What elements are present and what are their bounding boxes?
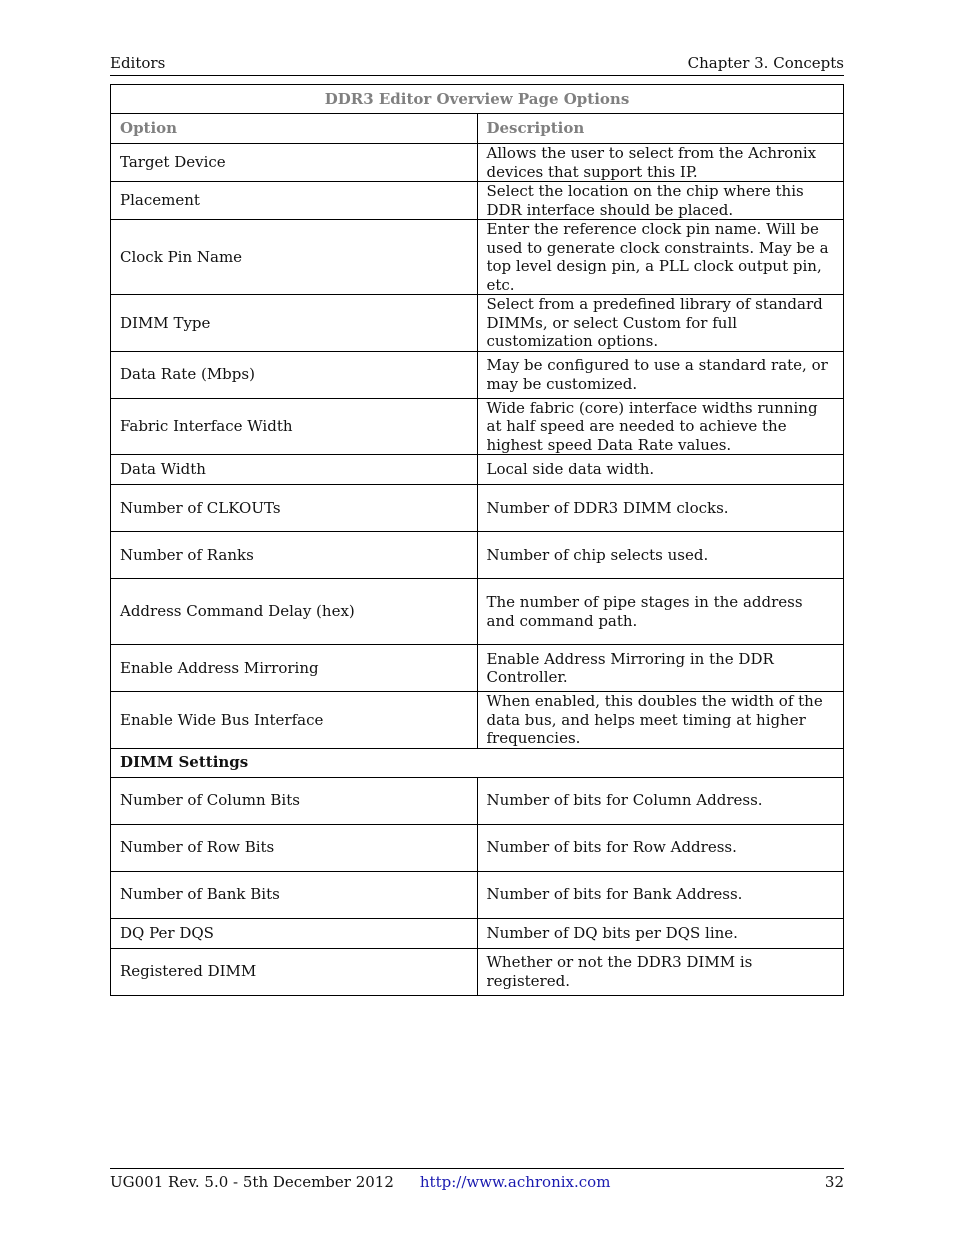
options-table-body: [111, 85, 844, 996]
table-row: [111, 398, 844, 455]
option-cell: Clock Pin Name: [111, 220, 478, 295]
table-row: [111, 692, 844, 749]
table-row: [111, 182, 844, 220]
website-link[interactable]: http://www.achronix.com: [419, 1173, 611, 1191]
description-cell: Whether or not the DDR3 DIMM is registered.: [477, 948, 844, 995]
table-row: [111, 824, 844, 871]
description-cell: When enabled, this doubles the width of the data bus, and helps meet timing at higher frequencies.: [477, 692, 844, 749]
option-cell: Placement: [111, 182, 478, 220]
table-row: [111, 532, 844, 579]
option-cell: Enable Address Mirroring: [111, 645, 478, 692]
table-row: [111, 645, 844, 692]
option-cell: DQ Per DQS: [111, 918, 478, 948]
option-cell: Target Device: [111, 144, 478, 182]
option-cell: Number of Bank Bits: [111, 871, 478, 918]
option-cell: Number of CLKOUTs: [111, 485, 478, 532]
description-cell: May be configured to use a standard rate, or may be customized.: [477, 351, 844, 398]
column-header-description: Description: [477, 114, 844, 144]
description-cell: Local side data width.: [477, 455, 844, 485]
description-cell: Enable Address Mirroring in the DDR Controller.: [477, 645, 844, 692]
table-row: [111, 351, 844, 398]
table-header-row: [111, 114, 844, 144]
table-row: [111, 144, 844, 182]
option-cell: Data Rate (Mbps): [111, 351, 478, 398]
option-cell: DIMM Type: [111, 295, 478, 352]
option-cell: Enable Wide Bus Interface: [111, 692, 478, 749]
description-cell: Select the location on the chip where this DDR interface should be placed.: [477, 182, 844, 220]
table-caption-row: [111, 85, 844, 114]
option-cell: Number of Row Bits: [111, 824, 478, 871]
document-revision: UG001 Rev. 5.0 - 5th December 2012: [110, 1173, 394, 1191]
description-cell: Number of chip selects used.: [477, 532, 844, 579]
description-cell: Number of DQ bits per DQS line.: [477, 918, 844, 948]
footer-rule: [110, 1168, 844, 1169]
description-cell: Number of bits for Column Address.: [477, 777, 844, 824]
description-cell: Select from a predefined library of standard DIMMs, or select Custom for full customization options.: [477, 295, 844, 352]
header-section-title: Editors: [110, 54, 166, 72]
column-header-option: Option: [111, 114, 478, 144]
description-cell: Wide fabric (core) interface widths running at half speed are needed to achieve the highest speed Data Rate values.: [477, 398, 844, 455]
table-row: [111, 777, 844, 824]
option-cell: Data Width: [111, 455, 478, 485]
table-row: [111, 948, 844, 995]
section-row: [111, 748, 844, 777]
description-cell: Number of bits for Row Address.: [477, 824, 844, 871]
description-cell: The number of pipe stages in the address and command path.: [477, 579, 844, 645]
header-chapter-title: Chapter 3. Concepts: [687, 54, 844, 72]
option-cell: Number of Column Bits: [111, 777, 478, 824]
section-label-dimm-settings: DIMM Settings: [111, 748, 844, 777]
page-header: [110, 54, 844, 72]
option-cell: Number of Ranks: [111, 532, 478, 579]
option-cell: Registered DIMM: [111, 948, 478, 995]
table-caption: DDR3 Editor Overview Page Options: [111, 85, 844, 114]
table-row: [111, 871, 844, 918]
table-row: [111, 918, 844, 948]
description-cell: Number of DDR3 DIMM clocks.: [477, 485, 844, 532]
option-cell: Address Command Delay (hex): [111, 579, 478, 645]
table-row: [111, 455, 844, 485]
options-table: [110, 84, 844, 996]
option-cell: Fabric Interface Width: [111, 398, 478, 455]
table-row: [111, 220, 844, 295]
page-footer: [110, 1173, 844, 1191]
table-row: [111, 485, 844, 532]
description-cell: Enter the reference clock pin name. Will be used to generate clock constraints. May be a top level design pin, a PLL clock output pin, etc.: [477, 220, 844, 295]
page-number: 32: [824, 1173, 844, 1191]
description-cell: Allows the user to select from the Achronix devices that support this IP.: [477, 144, 844, 182]
description-cell: Number of bits for Bank Address.: [477, 871, 844, 918]
header-rule: [110, 75, 844, 76]
table-row: [111, 295, 844, 352]
table-row: [111, 579, 844, 645]
